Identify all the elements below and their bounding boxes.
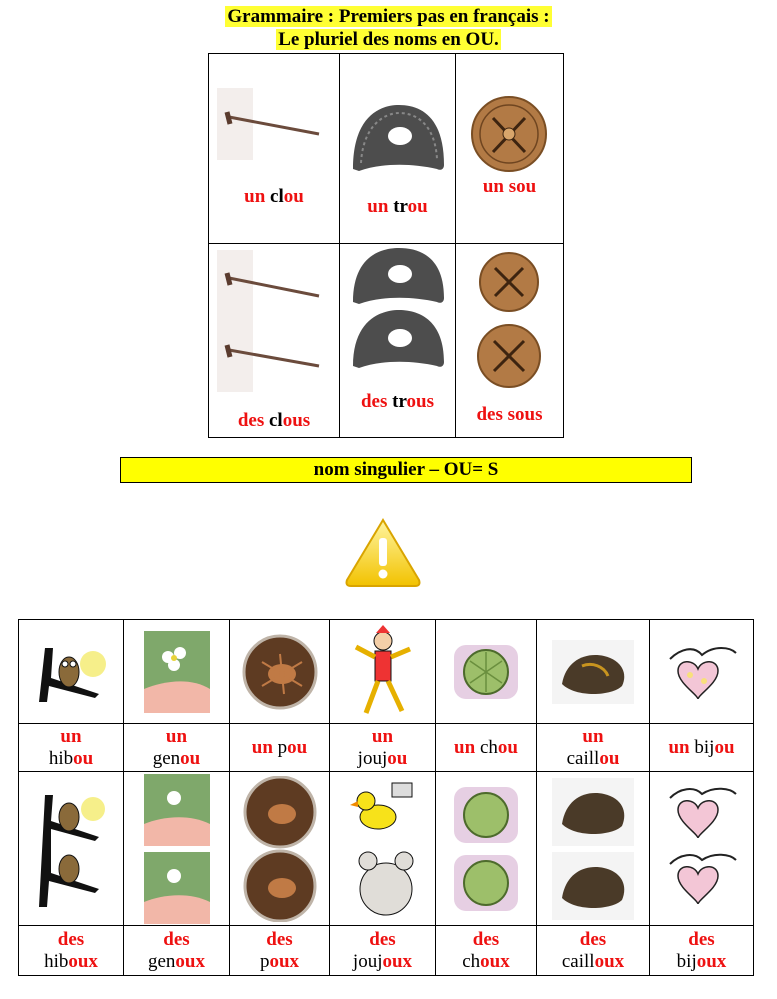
- cell-bijoux-img: [650, 772, 754, 926]
- cell-joujoux-img: [330, 772, 436, 926]
- jewel-icon: [664, 784, 740, 914]
- word-un-hibou: un hibou: [19, 724, 124, 772]
- cell-genou-img: [124, 620, 230, 724]
- cell-bijou-img: [650, 620, 754, 724]
- nail-icon: [217, 250, 322, 392]
- cell-un-clou: [209, 54, 340, 244]
- owl-icon: [35, 791, 107, 907]
- pebble-icon: [552, 640, 634, 704]
- cell-poux-img: [230, 772, 330, 926]
- label-des-clous: des clous: [237, 410, 311, 431]
- coin-icon: [471, 96, 547, 172]
- knee-icon: [144, 631, 210, 713]
- owl-icon: [35, 642, 107, 702]
- word-un-pou: un pou: [230, 724, 330, 772]
- cabbage-icon: [448, 639, 524, 705]
- louse-icon: [242, 634, 318, 710]
- label-un-trou: un trou: [367, 196, 428, 217]
- knee-icon: [144, 774, 210, 924]
- cell-genoux-img: [124, 772, 230, 926]
- nail-icon: [217, 88, 322, 160]
- hole-icon: [351, 248, 446, 368]
- label-un-clou: un clou: [244, 186, 304, 207]
- word-un-bijou: un bijou: [650, 724, 754, 772]
- cell-hiboux-img: [19, 772, 124, 926]
- cell-joujou-img: [330, 620, 436, 724]
- label-des-trous: des trous: [360, 391, 435, 412]
- louse-icon: [242, 776, 318, 922]
- word-des-genoux: des genoux: [124, 926, 230, 976]
- ou-plural-s-table: [208, 53, 564, 438]
- hole-icon: [351, 105, 446, 171]
- word-des-hiboux: des hiboux: [19, 926, 124, 976]
- pebble-icon: [552, 778, 634, 920]
- label-un-sou: un sou: [482, 176, 537, 197]
- ou-plural-x-table: [18, 619, 754, 976]
- word-des-joujoux: des joujoux: [330, 926, 436, 976]
- cell-caillou-img: [537, 620, 650, 724]
- word-des-bijoux: des bijoux: [650, 926, 754, 976]
- toy-icon: [348, 777, 418, 921]
- word-des-poux: des poux: [230, 926, 330, 976]
- cabbage-icon: [448, 783, 524, 915]
- title-line-1: Grammaire : Premiers pas en français :: [227, 6, 550, 27]
- title-line-2: Le pluriel des noms en OU.: [278, 29, 499, 50]
- cell-cailloux-img: [537, 772, 650, 926]
- word-des-cailloux: des cailloux: [537, 926, 650, 976]
- toy-icon: [350, 625, 416, 719]
- word-des-choux: des choux: [436, 926, 537, 976]
- cell-des-sous: [456, 244, 564, 438]
- cell-choux-img: [436, 772, 537, 926]
- label-des-sous: des sous: [476, 404, 543, 425]
- word-un-joujou: un joujou: [330, 724, 436, 772]
- cell-des-clous: [209, 244, 340, 438]
- jewel-icon: [664, 641, 740, 703]
- word-un-caillou: un caillou: [537, 724, 650, 772]
- cell-hibou-img: [19, 620, 124, 724]
- cell-des-trous: [340, 244, 456, 438]
- cell-pou-img: [230, 620, 330, 724]
- cell-chou-img: [436, 620, 537, 724]
- cell-un-trou: [340, 54, 456, 244]
- rule-banner: nom singulier – OU= S: [120, 457, 692, 483]
- cell-un-sou: [456, 54, 564, 244]
- coin-icon: [471, 252, 547, 388]
- word-un-chou: un chou: [436, 724, 537, 772]
- warning-icon: [343, 516, 423, 588]
- word-un-genou: un genou: [124, 724, 230, 772]
